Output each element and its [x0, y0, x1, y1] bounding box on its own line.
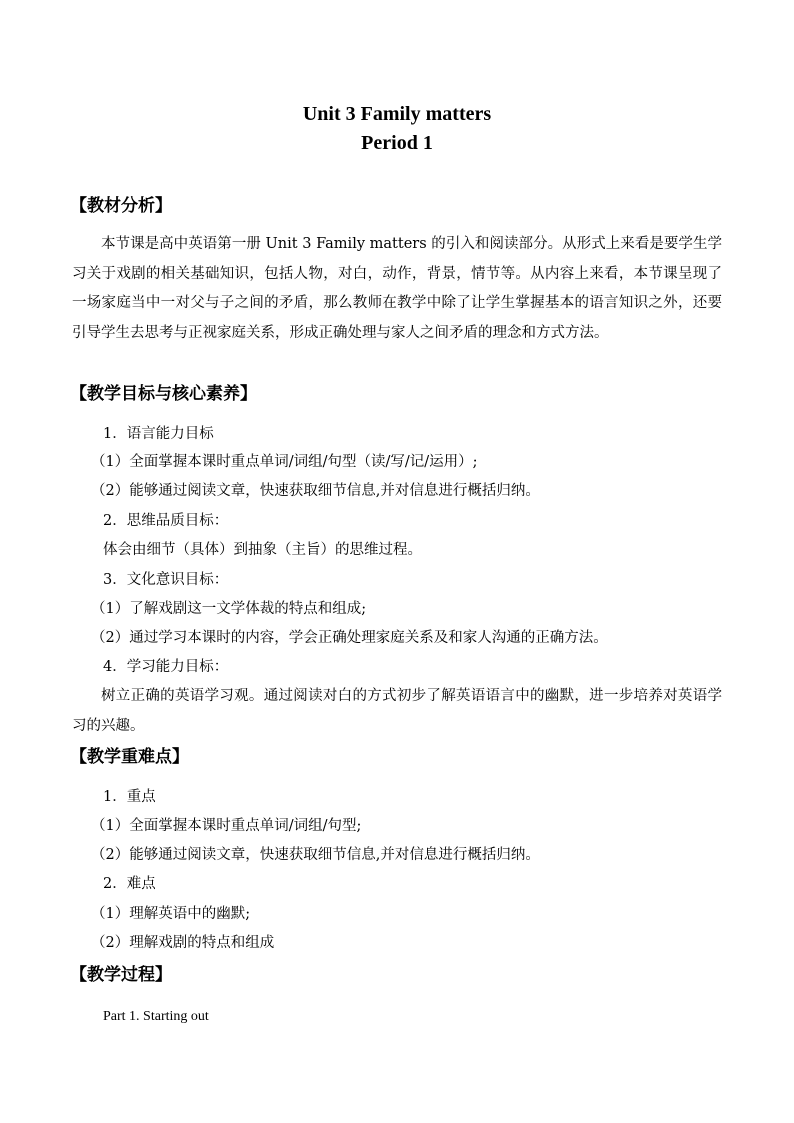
section-heading-process: 【教学过程】 — [70, 965, 172, 985]
key-point-line: （1）理解英语中的幽默; — [91, 906, 251, 922]
key-point-line: 1．重点 — [103, 789, 156, 805]
document-subtitle: Period 1 — [361, 132, 433, 154]
objective-line: （1）了解戏剧这一文学体裁的特点和组成; — [91, 601, 367, 617]
section-heading-objectives: 【教学目标与核心素养】 — [70, 384, 257, 404]
objective-line: 2．思维品质目标： — [103, 513, 229, 529]
key-point-line: 2．难点 — [103, 876, 156, 892]
objective-line: （2）能够通过阅读文章，快速获取细节信息,并对信息进行概括归纳。 — [91, 483, 540, 499]
material-analysis-paragraph: 本节课是高中英语第一册 Unit 3 Family matters 的引入和阅读部分。从形式上来看是要学生学习关于戏剧的相关基础知识，包括人物，对白，动作，背景，情节等。从内容上来看，本节课呈现了一场家庭当中一对父与子之间的矛盾，那么教师在教学中除了让学生掌握基本的语言知识之外，还要引导学生去思考与正视家庭关系，形成正确处理与家人之间矛盾的理念和方式方法。 — [72, 236, 722, 341]
objective-line: （1）全面掌握本课时重点单词/词组/句型（读/写/记/运用）; — [91, 454, 478, 470]
key-point-line: （1）全面掌握本课时重点单词/词组/句型; — [91, 818, 362, 834]
process-part-1: Part 1. Starting out — [103, 1009, 209, 1024]
objective-line: 3．文化意识目标： — [103, 572, 229, 588]
objective-line: 4．学习能力目标： — [103, 659, 229, 675]
section-heading-material-analysis: 【教材分析】 — [70, 196, 172, 216]
document-title: Unit 3 Family matters — [302, 103, 492, 125]
objective-line: 体会由细节（具体）到抽象（主旨）的思维过程。 — [103, 542, 422, 558]
key-point-line: （2）理解戏剧的特点和组成 — [91, 935, 275, 951]
objective-line: 1．语言能力目标 — [103, 426, 214, 442]
section-heading-key-points: 【教学重难点】 — [70, 747, 189, 767]
learning-ability-paragraph: 树立正确的英语学习观。通过阅读对白的方式初步了解英语语言中的幽默，进一步培养对英语学习的兴趣。 — [72, 688, 722, 734]
objective-line: （2）通过学习本课时的内容，学会正确处理家庭关系及和家人沟通的正确方法。 — [91, 630, 608, 646]
key-point-line: （2）能够通过阅读文章，快速获取细节信息,并对信息进行概括归纳。 — [91, 847, 540, 863]
